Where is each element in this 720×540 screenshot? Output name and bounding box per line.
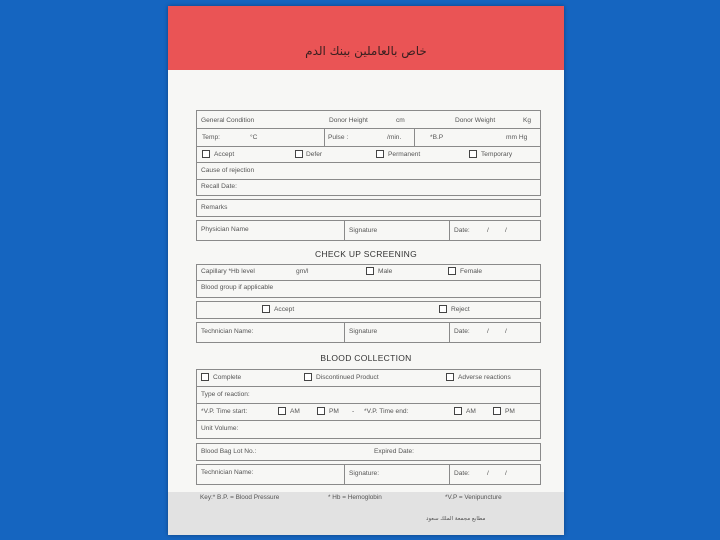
physician-signature-label: Signature — [349, 227, 378, 234]
remarks-label: Remarks — [201, 204, 228, 211]
checkup-date-sep-2: / — [505, 328, 507, 335]
discontinued-label: Discontinued Product — [316, 374, 379, 381]
permanent-label: Permanent — [388, 151, 421, 158]
weight-unit: Kg — [523, 117, 532, 124]
complete-checkbox[interactable] — [201, 373, 209, 381]
complete-label: Complete — [213, 374, 242, 381]
male-checkbox[interactable] — [366, 267, 374, 275]
discontinued-checkbox[interactable] — [304, 373, 312, 381]
start-pm-label: PM — [329, 408, 339, 415]
vp-start-label: *V.P. Time start: — [201, 408, 248, 415]
height-unit: cm — [396, 117, 405, 124]
male-label: Male — [378, 268, 393, 275]
form-header — [168, 6, 564, 70]
physician-date-label: Date: — [454, 227, 470, 234]
adverse-checkbox[interactable] — [446, 373, 454, 381]
physician-date-sep-2: / — [505, 227, 507, 234]
physician-name-label: Physician Name — [201, 226, 249, 233]
capillary-hb-label: Capillary *Hb level — [201, 268, 255, 275]
start-am-label: AM — [290, 408, 300, 415]
accept-label: Accept — [214, 151, 235, 158]
key-hb-note: * Hb = Hemoglobin — [328, 494, 382, 501]
accept-checkbox[interactable] — [202, 150, 210, 158]
start-pm-checkbox[interactable] — [317, 407, 325, 415]
collection-date-label: Date: — [454, 470, 470, 477]
checkup-technician-label: Technician Name: — [201, 328, 254, 335]
checkup-reject-label: Reject — [451, 306, 470, 313]
female-label: Female — [460, 268, 482, 275]
defer-checkbox[interactable] — [295, 150, 303, 158]
key-bp-note: Key:* B.P. = Blood Pressure — [200, 494, 280, 501]
vp-dash: - — [352, 408, 355, 415]
checkup-date-sep-1: / — [487, 328, 489, 335]
collection-date-sep-1: / — [487, 470, 489, 477]
checkup-accept-checkbox[interactable] — [262, 305, 270, 313]
defer-label: Defer — [306, 151, 323, 158]
bp-unit: mm Hg — [506, 134, 528, 141]
donor-weight-label: Donor Weight — [455, 117, 496, 124]
end-pm-checkbox[interactable] — [493, 407, 501, 415]
checkup-signature-label: Signature — [349, 328, 378, 335]
end-pm-label: PM — [505, 408, 515, 415]
general-condition-label: General Condition — [201, 117, 255, 124]
temp-label: Temp: — [202, 134, 220, 141]
donor-height-label: Donor Height — [329, 117, 368, 124]
recall-date-label: Recall Date: — [201, 183, 237, 190]
key-vp-note: *V.P = Venipuncture — [445, 494, 502, 501]
accept-reject-row — [196, 301, 541, 319]
expired-date-label: Expired Date: — [374, 448, 414, 455]
form-sheet — [168, 6, 564, 535]
pulse-unit: /min. — [387, 134, 402, 141]
bag-lot-label: Blood Bag Lot No.: — [201, 448, 257, 455]
bp-label: *B.P — [430, 134, 444, 141]
cause-of-rejection-label: Cause of rejection — [201, 167, 255, 174]
start-am-checkbox[interactable] — [278, 407, 286, 415]
checkup-reject-checkbox[interactable] — [439, 305, 447, 313]
physician-date-sep-1: / — [487, 227, 489, 234]
temporary-checkbox[interactable] — [469, 150, 477, 158]
type-of-reaction-label: Type of reaction: — [201, 391, 250, 398]
temp-unit: °C — [250, 134, 258, 141]
hb-unit: gm/l — [296, 268, 309, 275]
collection-date-sep-2: / — [505, 470, 507, 477]
header-title: خاص بالعاملين ببنك الدم — [305, 44, 427, 58]
collection-title: BLOOD COLLECTION — [320, 353, 412, 363]
unit-volume-label: Unit Volume: — [201, 425, 239, 432]
checkup-accept-label: Accept — [274, 306, 295, 313]
checkup-title: CHECK UP SCREENING — [314, 249, 418, 259]
vp-end-label: *V.P. Time end: — [364, 408, 409, 415]
end-am-checkbox[interactable] — [454, 407, 462, 415]
female-checkbox[interactable] — [448, 267, 456, 275]
printer-credit: مطابع مجمعة الملك سعود — [426, 516, 486, 522]
adverse-label: Adverse reactions — [458, 374, 511, 381]
remarks-field[interactable] — [196, 199, 541, 217]
collection-signature-label: Signature: — [349, 470, 380, 477]
pulse-label: Pulse : — [328, 134, 349, 141]
collection-technician-label: Technician Name: — [201, 469, 254, 476]
permanent-checkbox[interactable] — [376, 150, 384, 158]
blood-group-label: Blood group if applicable — [201, 284, 274, 291]
checkup-date-label: Date: — [454, 328, 470, 335]
temporary-label: Temporary — [481, 151, 513, 158]
end-am-label: AM — [466, 408, 476, 415]
